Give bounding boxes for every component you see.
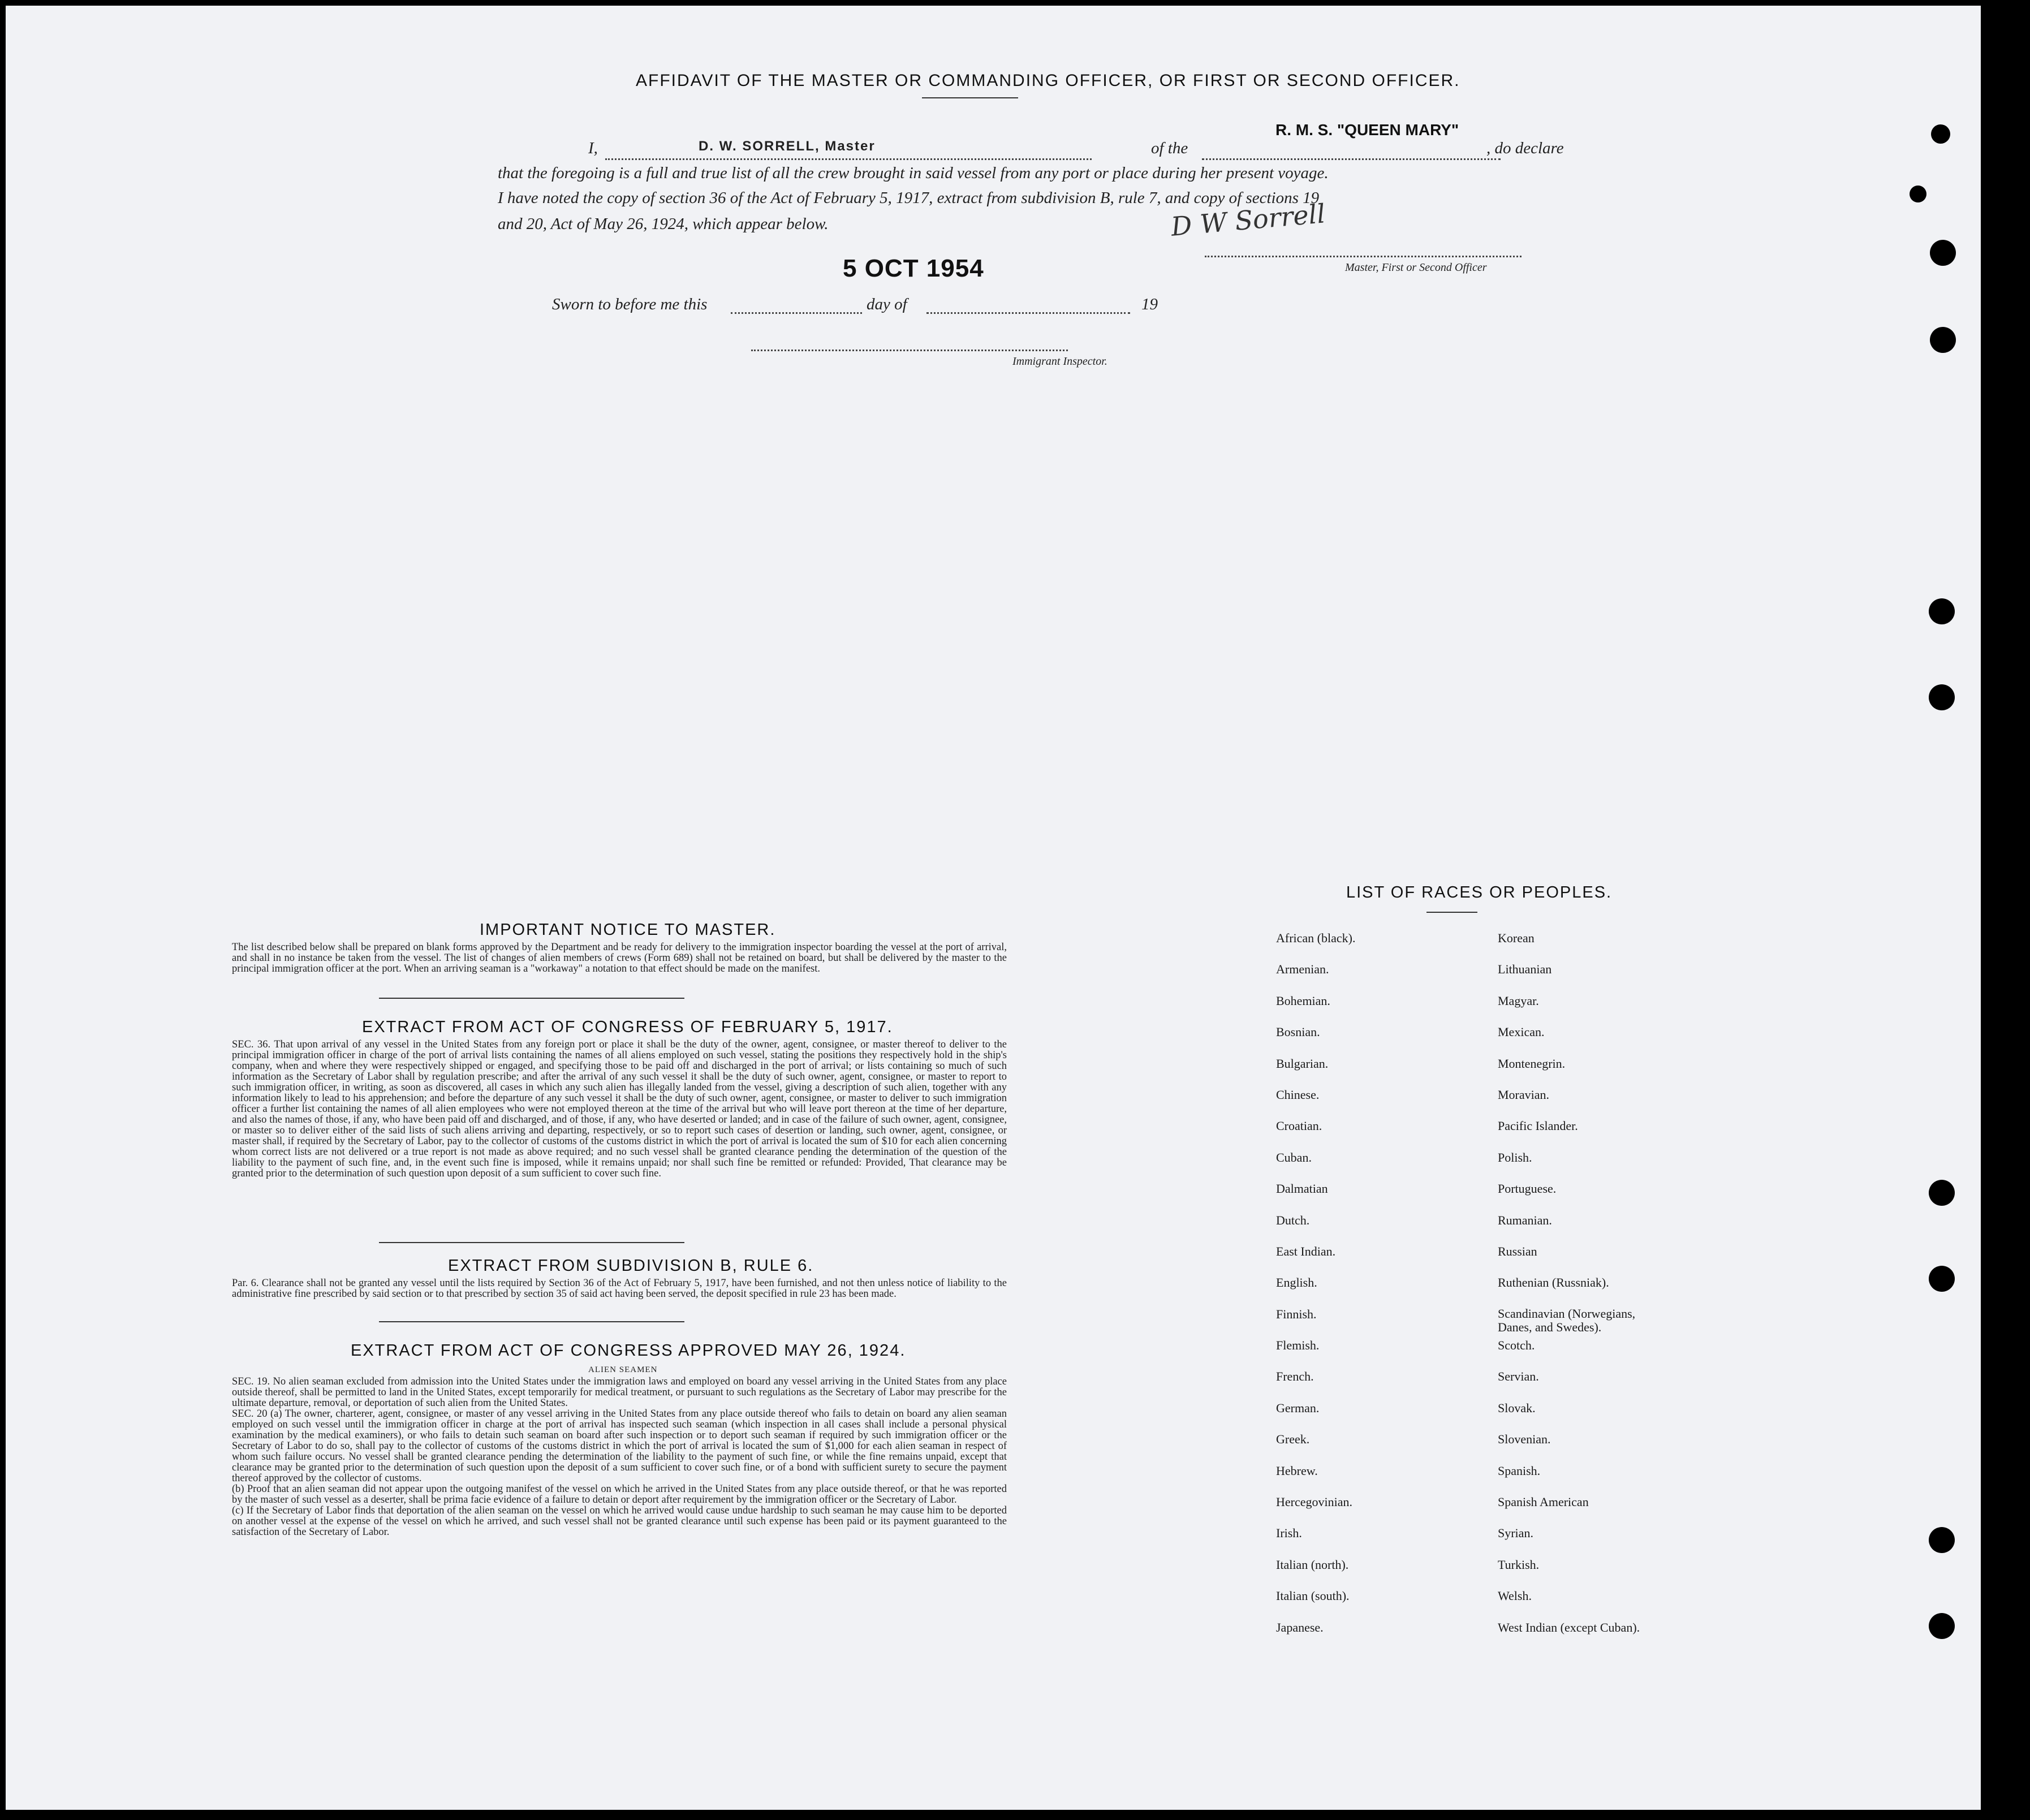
races-list	[1276, 931, 1706, 1651]
divider	[379, 1321, 684, 1322]
section-20a-text: SEC. 20 (a) The owner, charterer, agent, consignee, or master of any vessel arriving in the United States from any place outside thereof who fails to detain on board any alien seaman employed on such vessel until the immigration officer in charge at the port of arrival has inspected such seaman (which inspection in all cases shall include a personal physical examination by the medical examiners), or who fails to detain such seaman on board after such inspection or to deport such seaman if required by such immigration officer or the Secretary of Labor to do so, shall pay to the collector of customs of the customs district in which the port of arrival is located the sum of $1,000 for each alien seaman in respect of whom such failure occurs. No vessel shall be granted clearance pending the determination of the liability to the payment of such fine, or while the fine remains unpaid, except that clearance may be granted prior to the determination of such question upon the deposit of a sum sufficient to cover such fine, or of a bond with sufficient surety to secure the payment thereof approved by the collector of customs.	[232, 1408, 1007, 1484]
race-item: Rumanian.	[1498, 1213, 1552, 1227]
signature-line	[1205, 256, 1522, 257]
affidavit-line-2: that the foregoing is a full and true list of all the crew brought in said vessel from any port or place during her present voyage.	[498, 164, 1329, 182]
inspector-line	[751, 350, 1068, 351]
ship-line	[1202, 158, 1501, 160]
affidavit-title: AFFIDAVIT OF THE MASTER OR COMMANDING OFFICER, OR FIRST OR SECOND OFFICER.	[636, 71, 1460, 90]
of-the-label: of the	[1151, 139, 1188, 157]
race-item: Magyar.	[1498, 993, 1539, 1008]
extract-1917-text: SEC. 36. That upon arrival of any vessel in the United States from any foreign port or place it shall be the duty of the owner, agent, consignee, or master thereof to deliver to the principal immigration officer in charge of the port of arrival lists containing the names of all aliens employed on such vessel, stating the positions they respectively hold in the ship's company, when and where they were respectively shipped or engaged, and specifying those to be paid off and discharged in the port of arrival; or lists containing so much of such information as the Secretary of Labor shall by regulation prescribe; and after the arrival of any such vessel it shall be the duty of such owner, agent, consignee, or master to report to such immigration officer, in writing, as soon as discovered, all cases in which any such alien has illegally landed from the vessel, giving a description of such alien, together with any information likely to lead to his apprehension; and before the departure of any such vessel it shall be the duty of such owner, agent, consignee, or master to deliver to such immigration officer a further list containing the names of all alien employees who were not employed thereon at the time of the arrival but who will leave port thereon at the time of her departure, and also the names of those, if any, who have been paid off and discharged, and of those, if any, who have deserted or landed; and in case of the failure of such owner, agent, consignee, or master so to deliver either of the said lists of such aliens arriving and departing, respectively, or so to report such cases of desertion or landing, such owner, agent, consignee, or master shall, if required by the Secretary of Labor, pay to the collector of customs of the customs district in which the port of arrival is located the sum of $10 for each alien concerning whom correct lists are not delivered or a true report is not made as above required; and no such vessel shall be granted clearance pending the determination of the question of the liability to the payment of such fine, and, in the event such fine is imposed, while it remains unpaid; nor shall such fine be remitted or refunded: Provided, That clearance may be granted prior to the determination of such question upon deposit of a sum sufficient to cover such fine.	[232, 1039, 1007, 1179]
race-item: Lithuanian	[1498, 962, 1552, 977]
name-line	[605, 158, 1092, 160]
signature-caption: Master, First or Second Officer	[1345, 261, 1487, 274]
race-item: West Indian (except Cuban).	[1498, 1620, 1640, 1634]
section-20b-text: (b) Proof that an alien seaman did not appear upon the outgoing manifest of the vessel on which he arrived in the United States from any place outside thereof, or that he was reported by the master of such vessel as a deserter, shall be prima facie evidence of a failure to detain or deport after requirement by the immigration officer or the Secretary of Labor.	[232, 1483, 1007, 1506]
extract-rule6-title: EXTRACT FROM SUBDIVISION B, RULE 6.	[448, 1257, 814, 1275]
race-item: Italian (south).	[1276, 1589, 1350, 1603]
race-item: Japanese.	[1276, 1620, 1324, 1634]
race-item: African (black).	[1276, 931, 1356, 945]
sworn-year-label: 19	[1141, 295, 1158, 313]
race-item: Montenegrin.	[1498, 1056, 1566, 1071]
race-item: Bulgarian.	[1276, 1056, 1329, 1071]
race-item: English.	[1276, 1275, 1317, 1290]
affidavit-line-4: and 20, Act of May 26, 1924, which appear below.	[498, 215, 829, 233]
race-item: Dalmatian	[1276, 1181, 1328, 1196]
sworn-label: Sworn to before me this	[552, 295, 708, 313]
sworn-day-line	[731, 312, 862, 314]
races-title: LIST OF RACES OR PEOPLES.	[1346, 883, 1613, 902]
race-item: Slovenian.	[1498, 1432, 1551, 1447]
punch-hole	[1930, 327, 1956, 353]
punch-hole	[1929, 684, 1955, 710]
race-item: Bohemian.	[1276, 993, 1330, 1008]
punch-hole	[1931, 124, 1950, 144]
race-item: Cuban.	[1276, 1150, 1312, 1165]
punch-hole	[1929, 1613, 1955, 1639]
sworn-month-line	[926, 312, 1130, 314]
race-item: Spanish.	[1498, 1463, 1541, 1478]
alien-seamen-subtitle: ALIEN SEAMEN	[588, 1365, 658, 1374]
race-item: Moravian.	[1498, 1087, 1550, 1102]
race-item: Scandinavian (Norwegians, Danes, and Swedes).	[1498, 1306, 1636, 1334]
race-item: German.	[1276, 1400, 1320, 1415]
race-item: Pacific Islander.	[1498, 1119, 1578, 1133]
race-item: Finnish.	[1276, 1306, 1317, 1321]
race-item: Hercegovinian.	[1276, 1495, 1352, 1510]
race-item: Hebrew.	[1276, 1463, 1318, 1478]
race-item: Slovak.	[1498, 1400, 1536, 1415]
race-item: Croatian.	[1276, 1119, 1322, 1133]
affidavit-line-3: I have noted the copy of section 36 of the Act of February 5, 1917, extract from subdivision B, rule 7, and copy of sections 19	[498, 189, 1320, 207]
race-item: Greek.	[1276, 1432, 1310, 1447]
sworn-day-label: day of	[867, 295, 907, 313]
race-item: Dutch.	[1276, 1213, 1310, 1227]
punch-hole	[1929, 598, 1955, 624]
divider	[379, 1242, 684, 1243]
master-signature: D W Sorrell	[1170, 198, 1327, 242]
section-19-text: SEC. 19. No alien seaman excluded from admission into the United States under the immigration laws and employed on board any vessel arriving in the United States from any place outside thereof, shall be permitted to land in the United States, except temporarily for medical treatment, or pursuant to such regulations as the Secretary of Labor may prescribe for the ultimate departure, removal, or deportation of such alien from the United States.	[232, 1376, 1007, 1409]
punch-hole	[1929, 1266, 1955, 1292]
notice-title: IMPORTANT NOTICE TO MASTER.	[480, 921, 776, 939]
race-item: French.	[1276, 1369, 1314, 1384]
divider	[379, 998, 684, 999]
race-item: Syrian.	[1498, 1526, 1533, 1541]
race-item: Russian	[1498, 1244, 1537, 1258]
race-item: Irish.	[1276, 1526, 1302, 1541]
race-item: Servian.	[1498, 1369, 1539, 1384]
ship-name: R. M. S. "QUEEN MARY"	[1275, 121, 1459, 139]
section-20c-text: (c) If the Secretary of Labor finds that deportation of the alien seaman on the vessel on which he arrived would cause undue hardship to such seaman he may cause him to be deported on another vessel at the expense of the vessel on which he arrived, and such vessel shall not be granted clearance until such expense has been paid or its payment guaranteed to the satisfaction of the Secretary of Labor.	[232, 1505, 1007, 1538]
race-item: Scotch.	[1498, 1338, 1535, 1353]
race-item: Welsh.	[1498, 1589, 1532, 1603]
race-item: Ruthenian (Russniak).	[1498, 1275, 1609, 1290]
race-item: Spanish American	[1498, 1495, 1589, 1510]
extract-rule6-text: Par. 6. Clearance shall not be granted any vessel until the lists required by Section 36 of the Act of February 5, 1917, have been furnished, and not then unless notice of liability to the administrative fine prescribed by said section or to that prescribed by section 35 of said act having been served, the deposit specified in rule 23 has been made.	[232, 1278, 1007, 1300]
race-item: Korean	[1498, 931, 1535, 945]
extract-1924-body	[232, 1377, 1007, 1538]
race-item: Polish.	[1498, 1150, 1532, 1165]
punch-hole	[1910, 186, 1926, 202]
race-item: Portuguese.	[1498, 1181, 1557, 1196]
race-item: East Indian.	[1276, 1244, 1336, 1258]
extract-1917-title: EXTRACT FROM ACT OF CONGRESS OF FEBRUARY 5, 1917.	[362, 1018, 893, 1036]
race-item: Flemish.	[1276, 1338, 1320, 1353]
race-item: Italian (north).	[1276, 1557, 1349, 1572]
divider	[922, 97, 1018, 98]
date-stamp: 5 OCT 1954	[843, 255, 984, 282]
master-name: D. W. SORRELL, Master	[699, 139, 876, 154]
document-page	[6, 6, 1981, 1810]
inspector-caption: Immigrant Inspector.	[1012, 355, 1107, 368]
divider	[1426, 912, 1477, 913]
race-item: Chinese.	[1276, 1087, 1320, 1102]
punch-hole	[1929, 1180, 1955, 1206]
race-item: Turkish.	[1498, 1557, 1540, 1572]
race-item: Armenian.	[1276, 962, 1329, 977]
punch-hole	[1930, 240, 1956, 266]
race-item: Bosnian.	[1276, 1025, 1320, 1040]
extract-1924-title: EXTRACT FROM ACT OF CONGRESS APPROVED MAY 26, 1924.	[351, 1342, 906, 1360]
notice-text: The list described below shall be prepared on blank forms approved by the Department and be ready for delivery to the immigration inspector boarding the vessel at the port of arrival, and shall in no instance be taken from the vessel. The list of changes of alien members of crews (Form 689) shall not be retained on board, but shall be delivered by the master to the principal immigration officer at the port. When an arriving seaman is a "workaway" a notation to that effect should be made on the manifest.	[232, 942, 1007, 974]
do-declare-label: , do declare	[1486, 139, 1564, 157]
affidavit-i-label: I,	[588, 139, 598, 157]
race-item: Mexican.	[1498, 1025, 1545, 1040]
punch-hole	[1929, 1527, 1955, 1553]
